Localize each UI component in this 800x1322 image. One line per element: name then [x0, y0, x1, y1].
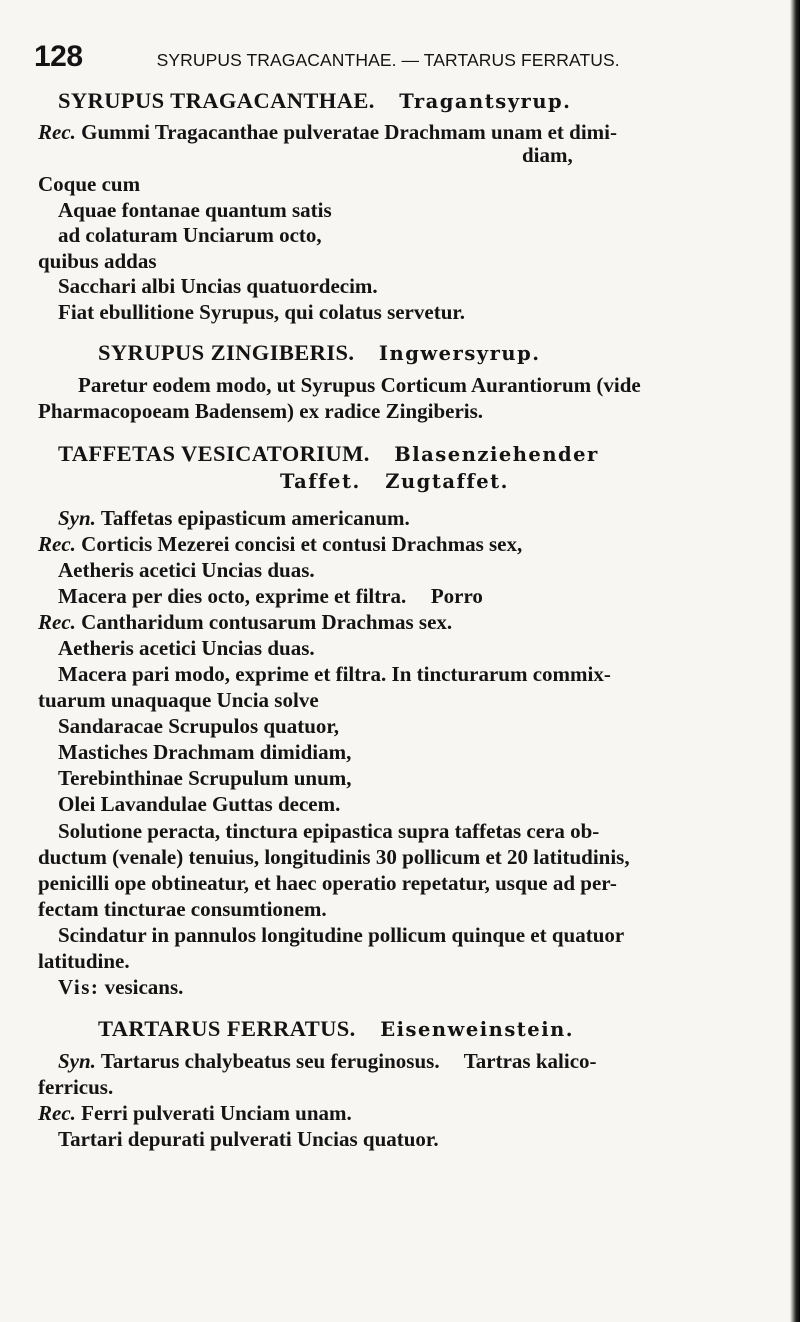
text-line	[58, 197, 332, 223]
text-line	[38, 1074, 113, 1100]
line-text: Sandaracae Scrupulos quatuor,	[58, 714, 340, 738]
text-line	[58, 583, 483, 609]
page-number: 128	[34, 40, 83, 73]
text-line	[58, 713, 339, 739]
line-text: Gummi Tragacanthae pulveratae Drachmam unam et dimi-	[81, 120, 617, 144]
entry-title: SYRUPUS TRAGACANTHAE.	[58, 88, 375, 113]
line-text: Macera pari modo, exprime et filtra. In tincturarum commix-	[58, 662, 611, 686]
line-text: Macera per dies octo, exprime et filtra.	[58, 584, 407, 608]
german-name: Blasenziehender	[394, 443, 599, 466]
line-text: quibus addas	[38, 249, 157, 273]
entry-title: TAFFETAS VESICATORIUM.	[58, 441, 370, 466]
text-line	[58, 1126, 439, 1152]
line-text: Porro	[430, 584, 483, 608]
line-text: Coque cum	[38, 172, 141, 196]
line-label: Syn.	[58, 506, 96, 530]
text-line	[522, 142, 573, 168]
text-line	[58, 299, 465, 325]
german-name: Taffet.	[280, 470, 361, 493]
text-line	[58, 1048, 597, 1074]
entry-title-zingiberis	[98, 340, 541, 367]
line-label: Syn.	[58, 1049, 96, 1073]
line-text: Aetheris acetici Uncias duas.	[58, 558, 315, 582]
text-line	[58, 505, 410, 531]
text-line	[58, 273, 378, 299]
line-text: Tartras kalico-	[463, 1049, 597, 1073]
text-line	[58, 635, 315, 661]
text-line	[38, 870, 617, 896]
text-line	[58, 922, 624, 948]
line-text: Terebinthinae Scrupulum unum,	[58, 766, 352, 790]
entry-title-tragacanthae	[58, 88, 571, 115]
line-label: Rec.	[38, 532, 76, 556]
page-header	[34, 40, 760, 74]
line-text: penicilli ope obtineatur, et haec operatio repetatur, usque ad per-	[38, 871, 617, 895]
line-label: Vis:	[58, 975, 100, 999]
german-name: Tragantsyrup.	[399, 90, 572, 113]
text-line	[38, 609, 452, 635]
line-text: fectam tincturae consumtionem.	[38, 897, 327, 921]
line-text: ductum (venale) tenuius, longitudinis 30 pollicum et 20 latitudinis,	[38, 845, 630, 869]
line-text: tuarum unaquaque Uncia solve	[38, 688, 319, 712]
german-name: Eisenweinstein.	[380, 1018, 575, 1041]
line-text: Taffetas epipasticum americanum.	[100, 506, 410, 530]
line-text: Sacchari albi Uncias quatuordecim.	[58, 274, 378, 298]
text-line	[58, 739, 351, 765]
text-line	[58, 818, 599, 844]
text-line	[58, 222, 322, 248]
text-line	[38, 687, 319, 713]
text-line	[38, 171, 140, 197]
text-line	[58, 974, 183, 1000]
german-name: Zugtaffet.	[385, 470, 509, 493]
text-line	[38, 531, 522, 557]
german-name: Ingwersyrup.	[378, 342, 541, 365]
line-text: ad colaturam Unciarum octo,	[58, 223, 322, 247]
line-text: Aquae fontanae quantum satis	[58, 198, 332, 222]
line-text: Paretur eodem modo, ut Syrupus Corticum Aurantiorum (vide	[78, 373, 641, 397]
entry-title-taffetas	[58, 441, 599, 468]
entry-title: TARTARUS FERRATUS.	[98, 1016, 356, 1041]
entry-title: SYRUPUS ZINGIBERIS.	[98, 340, 355, 365]
page-edge-shadow	[790, 0, 800, 1322]
text-line	[58, 765, 352, 791]
text-line	[38, 1100, 352, 1126]
line-text: Mastiches Drachmam dimidiam,	[58, 740, 352, 764]
line-text: Solutione peracta, tinctura epipastica supra taffetas cera ob-	[58, 819, 600, 843]
line-label: Rec.	[38, 120, 76, 144]
text-line	[38, 248, 157, 274]
running-head: SYRUPUS TRAGACANTHAE. — TARTARUS FERRATUS.	[156, 50, 620, 70]
text-line	[58, 557, 315, 583]
line-text: Tartari depurati pulverati Uncias quatuor.	[58, 1127, 439, 1151]
line-text: Aetheris acetici Uncias duas.	[58, 636, 315, 660]
line-label: Rec.	[38, 610, 76, 634]
text-line	[58, 661, 611, 687]
line-text: latitudine.	[38, 949, 130, 973]
text-line	[78, 372, 641, 398]
line-text: Scindatur in pannulos longitudine pollicum quinque et quatuor	[58, 923, 625, 947]
text-line	[38, 844, 630, 870]
line-text: Ferri pulverati Unciam unam.	[81, 1101, 352, 1125]
text-line	[38, 948, 130, 974]
line-text: Olei Lavandulae Guttas decem.	[58, 792, 341, 816]
german-name-line-2	[280, 468, 509, 495]
line-text: Pharmacopoeam Badensem) ex radice Zingiberis.	[38, 399, 484, 423]
line-label: Rec.	[38, 1101, 76, 1125]
line-text: Tartarus chalybeatus seu feruginosus.	[100, 1049, 440, 1073]
text-line	[38, 398, 483, 424]
line-text: ferricus.	[38, 1075, 114, 1099]
text-line	[38, 896, 327, 922]
line-text: Cantharidum contusarum Drachmas sex.	[81, 610, 453, 634]
line-text: Fiat ebullitione Syrupus, qui colatus servetur.	[58, 300, 466, 324]
line-text: Corticis Mezerei concisi et contusi Drachmas sex,	[81, 532, 523, 556]
line-text: vesicans.	[104, 975, 184, 999]
entry-title-tartarus	[98, 1016, 574, 1043]
text-line	[58, 791, 340, 817]
line-text: diam,	[522, 143, 573, 167]
